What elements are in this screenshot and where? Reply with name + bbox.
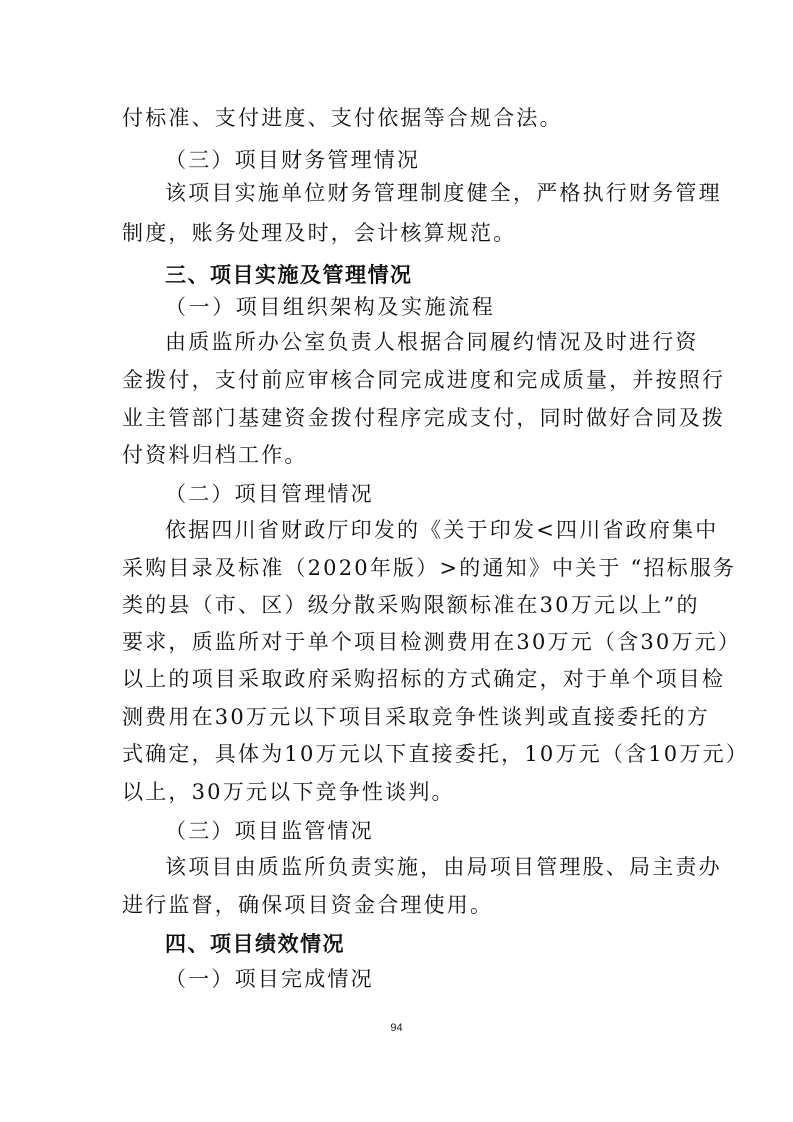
paragraph-line: 该项目由质监所负责实施，由局项目管理股、局主责办	[165, 855, 722, 879]
subsection-heading-management: （二）项目管理情况	[165, 482, 374, 506]
paragraph-line: 付资料归档工作。	[122, 443, 308, 467]
paragraph-line: 测费用在30万元以下项目采取竞争性谈判或直接委托的方	[122, 705, 710, 729]
section-heading-implementation: 三、项目实施及管理情况	[165, 263, 413, 287]
paragraph-line: 依据四川省财政厅印发的《关于印发<四川省政府集中	[165, 518, 719, 542]
paragraph-line: 由质监所办公室负责人根据合同履约情况及时进行资	[165, 330, 699, 354]
page-number: 94	[390, 1022, 403, 1034]
paragraph-line: 以上的项目采取政府采购招标的方式确定，对于单个项目检	[122, 667, 726, 691]
paragraph-line: 以上，30万元以下竞争性谈判。	[122, 780, 455, 804]
paragraph-line: 付标准、支付进度、支付依据等合规合法。	[122, 106, 563, 130]
subsection-heading-financial-management: （三）项目财务管理情况	[165, 148, 421, 172]
paragraph-line: 金拨付，支付前应审核合同完成进度和完成质量，并按照行	[122, 368, 726, 392]
section-heading-performance: 四、项目绩效情况	[165, 932, 345, 956]
paragraph-line: 该项目实施单位财务管理制度健全，严格执行财务管理	[165, 181, 722, 205]
paragraph-line: 进行监督，确保项目资金合理使用。	[122, 893, 494, 917]
paragraph-line: 要求，质监所对于单个项目检测费用在30万元（含30万元）	[122, 630, 742, 654]
paragraph-line: 业主管部门基建资金拨付程序完成支付，同时做好合同及拨	[122, 406, 726, 430]
paragraph-line: 采购目录及标准（2020年版）>的通知》中关于 “招标服务	[122, 556, 737, 580]
subsection-heading-organization: （一）项目组织架构及实施流程	[165, 295, 496, 319]
paragraph-line: 制度，账务处理及时，会计核算规范。	[122, 221, 517, 245]
paragraph-line: 式确定，具体为10万元以下直接委托，10万元（含10万元）	[122, 742, 749, 766]
paragraph-line: 类的县（市、区）级分散采购限额标准在30万元以上”的	[122, 593, 700, 617]
subsection-heading-completion: （一）项目完成情况	[165, 967, 374, 991]
subsection-heading-supervision: （三）项目监管情况	[165, 819, 374, 843]
